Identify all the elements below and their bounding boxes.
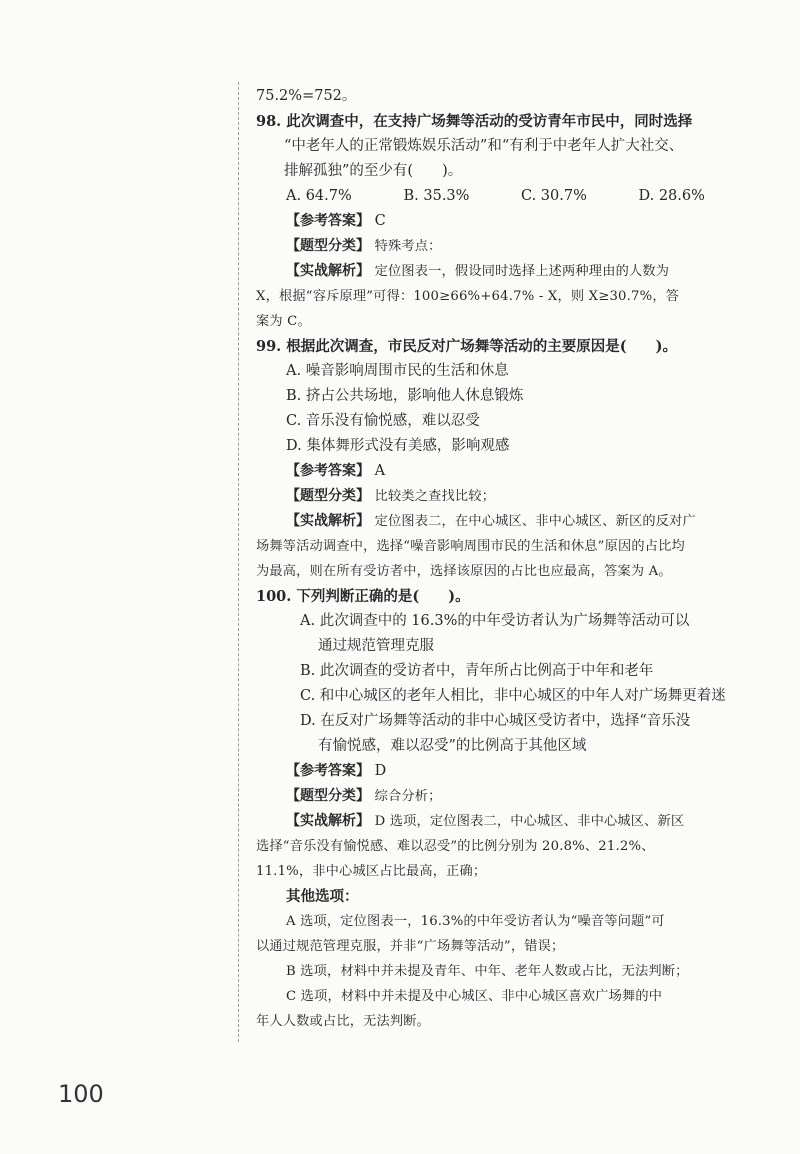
option-c: C. 和中心城区的老年人相比，非中心城区的中年人对广场舞更着迷 <box>300 688 726 704</box>
option-d: D. 在反对广场舞等活动的非中心城区受访者中，选择“音乐没 <box>300 713 691 729</box>
other-options-heading: 其他选项： <box>286 888 359 905</box>
analysis-text: 定位图表一，假设同时选择上述两种理由的人数为 <box>374 264 670 279</box>
answer-value: D <box>374 763 387 779</box>
text-line: 通过规范管理克服 <box>318 638 434 654</box>
option-a: A. 此次调查中的 16.3%的中年受访者认为广场舞等活动可以 <box>300 613 690 629</box>
text-line: 有愉悦感，难以忍受”的比例高于其他区域 <box>318 738 587 754</box>
analysis-tag: 【实战解析】 <box>286 513 370 529</box>
option-b: B. 35.3% <box>403 188 470 204</box>
analysis-line <box>256 809 756 834</box>
answer-tag: 【参考答案】 <box>286 463 370 479</box>
question-99-stem: 99. 根据此次调查，市民反对广场舞等活动的主要原因是( )。 <box>256 338 677 355</box>
option-c: C. 30.7% <box>521 188 587 204</box>
page-content <box>256 84 756 1034</box>
text-line: 75.2%=752。 <box>256 88 357 104</box>
text-line: 场舞等活动调查中，选择“噪音影响周围市民的生活和休息”原因的占比均 <box>256 539 685 554</box>
text-line: A 选项，定位图表一，16.3%的中年受访者认为“噪音等问题”可 <box>286 914 665 929</box>
analysis-text: D 选项，定位图表二，中心城区、非中心城区、新区 <box>374 814 685 829</box>
category-line <box>256 784 756 809</box>
option-a: A. 64.7% <box>286 188 352 204</box>
text-line: 排解孤独”的至少有( )。 <box>284 163 463 179</box>
text-line: 案为 C。 <box>256 314 311 329</box>
answer-tag: 【参考答案】 <box>286 763 370 779</box>
analysis-tag: 【实战解析】 <box>286 263 370 279</box>
answer-value: A <box>374 463 386 479</box>
analysis-line <box>256 509 756 534</box>
answer-value: C <box>374 213 386 229</box>
category-value: 比较类之查找比较； <box>374 489 496 504</box>
text-line: X，根据“容斥原理”可得：100≥66%+64.7% - X，则 X≥30.7%，答 <box>256 289 680 304</box>
question-100-stem: 100. 下列判断正确的是( )。 <box>256 588 470 605</box>
answer-tag: 【参考答案】 <box>286 213 370 229</box>
option-b: B. 挤占公共场地，影响他人休息锻炼 <box>286 388 524 404</box>
analysis-line <box>256 259 756 284</box>
binding-margin-line <box>238 82 245 1042</box>
question-98-stem: 98. 此次调查中，在支持广场舞等活动的受访青年市民中，同时选择 <box>256 113 693 130</box>
page-number: 100 <box>58 1080 104 1108</box>
question-98-options <box>256 184 756 209</box>
text-line: C 选项，材料中并未提及中心城区、非中心城区喜欢广场舞的中 <box>286 989 663 1004</box>
category-value: 特殊考点： <box>374 239 442 254</box>
answer-line <box>256 209 756 234</box>
category-tag: 【题型分类】 <box>286 488 370 504</box>
category-line <box>256 234 756 259</box>
category-tag: 【题型分类】 <box>286 238 370 254</box>
answer-line <box>256 759 756 784</box>
option-c: C. 音乐没有愉悦感，难以忍受 <box>286 413 480 429</box>
category-line <box>256 484 756 509</box>
analysis-text: 定位图表二，在中心城区、非中心城区、新区的反对广 <box>374 514 696 529</box>
text-line: “中老年人的正常锻炼娱乐活动”和“有利于中老年人扩大社交、 <box>284 138 684 154</box>
text-line: 年人人数或占比，无法判断。 <box>256 1014 431 1029</box>
category-tag: 【题型分类】 <box>286 788 370 804</box>
option-d: D. 集体舞形式没有美感，影响观感 <box>286 438 510 454</box>
text-line: 11.1%，非中心城区占比最高，正确； <box>256 864 487 879</box>
option-d: D. 28.6% <box>638 188 705 204</box>
category-value: 综合分析； <box>374 789 442 804</box>
answer-line <box>256 459 756 484</box>
text-line: 为最高，则在所有受访者中，选择该原因的占比也应最高，答案为 A。 <box>256 564 672 579</box>
option-b: B. 此次调查的受访者中，青年所占比例高于中年和老年 <box>300 663 654 679</box>
text-line: B 选项，材料中并未提及青年、中年、老年人数或占比，无法判断； <box>286 964 689 979</box>
text-line: 以通过规范管理克服，并非“广场舞等活动”，错误； <box>256 939 565 954</box>
option-a: A. 噪音影响周围市民的生活和休息 <box>286 363 509 379</box>
text-line: 选择“音乐没有愉悦感、难以忍受”的比例分别为 20.8%、21.2%、 <box>256 839 655 854</box>
analysis-tag: 【实战解析】 <box>286 813 370 829</box>
